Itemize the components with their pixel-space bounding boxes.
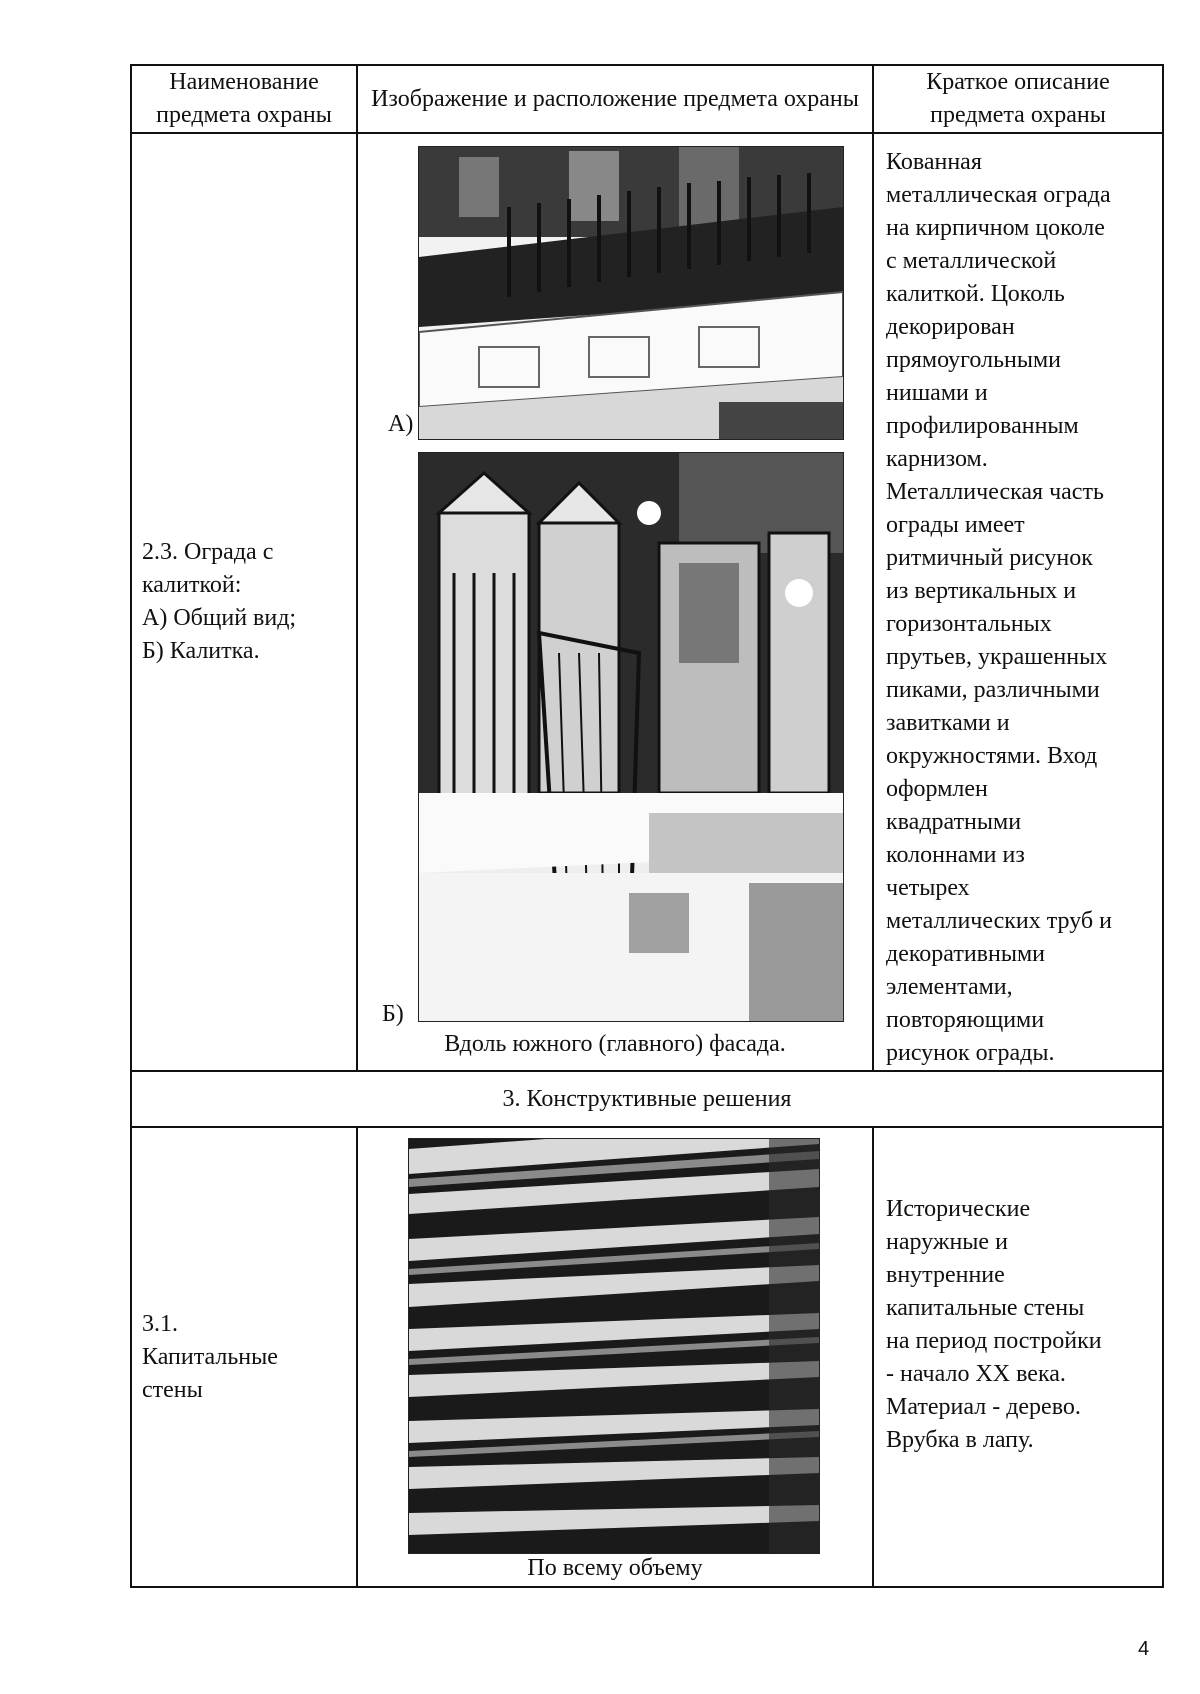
table-header-row: [131, 65, 1163, 133]
protection-items-table: [130, 64, 1164, 1588]
description-line: прямоугольными: [886, 347, 1062, 373]
description-line: окружностями. Вход: [886, 743, 1098, 769]
description-line: декорирован: [886, 314, 1015, 340]
fence-name: [142, 536, 346, 668]
description-line: нишами и: [886, 380, 988, 406]
walls-name: [142, 1308, 346, 1407]
description-line: элементами,: [886, 974, 1013, 1000]
description-line: металлическая ограда: [886, 182, 1111, 208]
description-line: наружные и: [886, 1229, 1008, 1255]
description-line: Исторические: [886, 1196, 1031, 1222]
description-line: ограды имеет: [886, 512, 1025, 538]
description-line: горизонтальных: [886, 611, 1052, 637]
description-line: Материал - дерево.: [886, 1394, 1081, 1420]
fence-name-line: калиткой:: [142, 572, 242, 598]
header-image-location: Изображение и расположение предмета охраны: [357, 65, 873, 133]
fence-general-view-photo: [418, 146, 844, 440]
walls-description-cell: [873, 1127, 1163, 1587]
description-line: внутренние: [886, 1262, 1005, 1288]
page-number: 4: [1138, 1638, 1150, 1660]
description-line: металлических труб и: [886, 908, 1112, 934]
description-line: - начало XX века.: [886, 1361, 1066, 1387]
fence-description: [886, 146, 1152, 1070]
description-line: калиткой. Цоколь: [886, 281, 1065, 307]
photo-a-label: А): [388, 411, 414, 437]
table-row-fence: [131, 133, 1163, 1071]
description-line: колоннами из: [886, 842, 1025, 868]
fence-image-cell: [357, 133, 873, 1071]
description-line: квадратными: [886, 809, 1022, 835]
description-line: карнизом.: [886, 446, 988, 472]
description-line: на период постройки: [886, 1328, 1102, 1354]
fence-name-line: Б) Калитка.: [142, 638, 260, 664]
walls-location-caption: По всему объему: [527, 1555, 703, 1581]
description-line: повторяющими: [886, 1007, 1045, 1033]
description-line: четырех: [886, 875, 970, 901]
description-line: Металлическая часть: [886, 479, 1104, 505]
fence-gate-photo: [418, 452, 844, 1022]
description-line: оформлен: [886, 776, 988, 802]
description-line: прутьев, украшенных: [886, 644, 1108, 670]
section-title: 3. Конструктивные решения: [131, 1071, 1163, 1127]
fence-name-line: А) Общий вид;: [142, 605, 297, 631]
description-line: пиками, различными: [886, 677, 1100, 703]
fence-name-line: 2.3. Ограда с: [142, 539, 274, 565]
description-line: ритмичный рисунок: [886, 545, 1093, 571]
walls-name-line: Капитальные: [142, 1343, 278, 1370]
fence-name-cell: [131, 133, 357, 1071]
walls-name-line: стены: [142, 1376, 203, 1403]
fence-location-caption: Вдоль южного (главного) фасада.: [444, 1031, 786, 1057]
walls-name-line: 3.1.: [142, 1310, 178, 1337]
description-line: с металлической: [886, 248, 1057, 274]
table-section-row: [131, 1071, 1163, 1127]
description-line: капитальные стены: [886, 1295, 1085, 1321]
description-line: профилированным: [886, 413, 1079, 439]
walls-description: [886, 1193, 1152, 1457]
description-line: на кирпичном цоколе: [886, 215, 1105, 241]
log-wall-photo: [408, 1138, 820, 1554]
walls-name-cell: [131, 1127, 357, 1587]
header-name: Наименование предмета охраны: [131, 65, 357, 133]
description-line: завитками и: [886, 710, 1010, 736]
table-row-walls: [131, 1127, 1163, 1587]
description-line: декоративными: [886, 941, 1045, 967]
header-description: Краткое описание предмета охраны: [873, 65, 1163, 133]
description-line: Кованная: [886, 149, 982, 175]
description-line: из вертикальных и: [886, 578, 1077, 604]
description-line: рисунок ограды.: [886, 1040, 1055, 1066]
walls-image-cell: [357, 1127, 873, 1587]
fence-description-cell: [873, 133, 1163, 1071]
photo-b-label: Б): [382, 1001, 404, 1027]
description-line: Врубка в лапу.: [886, 1427, 1034, 1453]
